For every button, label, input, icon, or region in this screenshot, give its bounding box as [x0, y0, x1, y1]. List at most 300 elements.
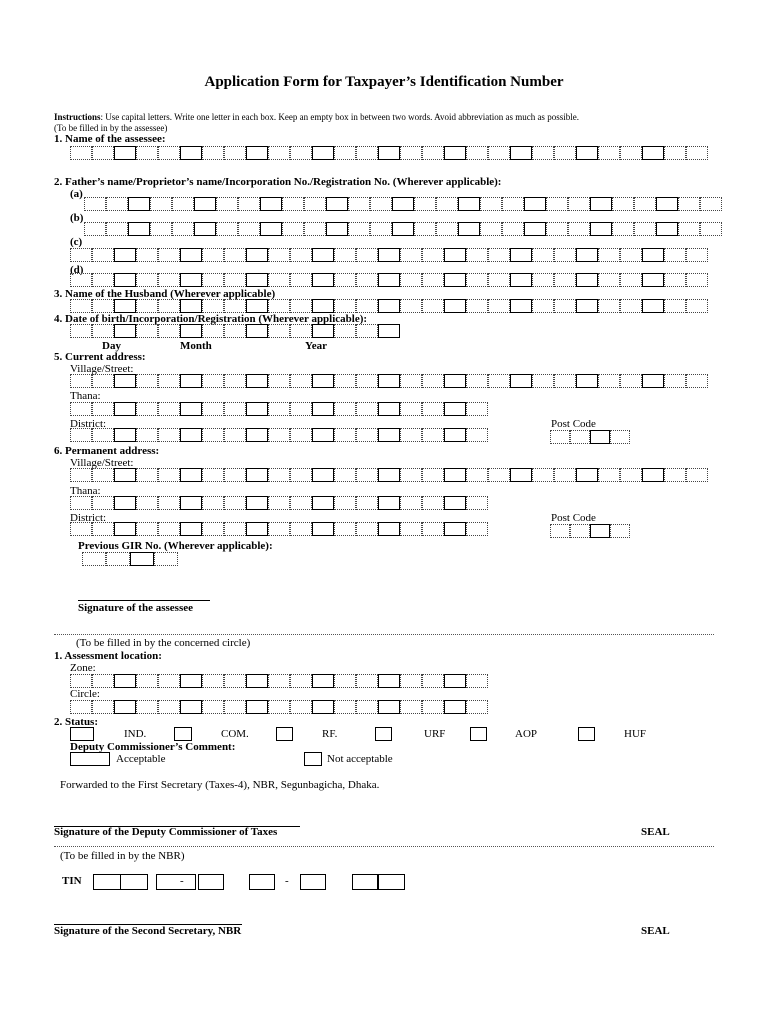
letter-box[interactable]	[466, 522, 488, 536]
letter-box[interactable]	[70, 248, 92, 262]
letter-box[interactable]	[414, 197, 436, 211]
letter-box[interactable]	[290, 402, 312, 416]
q2a-boxes[interactable]	[84, 197, 722, 211]
letter-box[interactable]	[598, 146, 620, 160]
letter-box[interactable]	[282, 222, 304, 236]
letter-box[interactable]	[246, 468, 268, 482]
letter-box[interactable]	[576, 299, 598, 313]
q2d-boxes[interactable]	[70, 273, 708, 287]
husband-boxes[interactable]	[70, 299, 708, 313]
letter-box[interactable]	[114, 674, 136, 688]
letter-box[interactable]	[128, 222, 150, 236]
letter-box[interactable]	[686, 146, 708, 160]
letter-box[interactable]	[656, 222, 678, 236]
status-rf-checkbox[interactable]	[276, 727, 293, 741]
letter-box[interactable]	[466, 428, 488, 442]
letter-box[interactable]	[92, 146, 114, 160]
letter-box[interactable]	[334, 374, 356, 388]
letter-box[interactable]	[290, 468, 312, 482]
letter-box[interactable]	[180, 273, 202, 287]
letter-box[interactable]	[554, 299, 576, 313]
letter-box[interactable]	[282, 197, 304, 211]
letter-box[interactable]	[130, 552, 154, 566]
letter-box[interactable]	[664, 146, 686, 160]
letter-box[interactable]	[158, 522, 180, 536]
letter-box[interactable]	[598, 374, 620, 388]
letter-box[interactable]	[378, 522, 400, 536]
letter-box[interactable]	[246, 674, 268, 688]
letter-box[interactable]	[246, 299, 268, 313]
letter-box[interactable]	[642, 299, 664, 313]
tin-box-1b[interactable]	[120, 874, 148, 890]
letter-box[interactable]	[290, 674, 312, 688]
letter-box[interactable]	[246, 496, 268, 510]
letter-box[interactable]	[334, 428, 356, 442]
letter-box[interactable]	[524, 197, 546, 211]
letter-box[interactable]	[444, 496, 466, 510]
letter-box[interactable]	[158, 324, 180, 338]
letter-box[interactable]	[378, 468, 400, 482]
letter-box[interactable]	[70, 402, 92, 416]
letter-box[interactable]	[312, 374, 334, 388]
letter-box[interactable]	[400, 273, 422, 287]
postcode2-boxes[interactable]	[550, 524, 630, 538]
letter-box[interactable]	[92, 522, 114, 536]
letter-box[interactable]	[488, 468, 510, 482]
letter-box[interactable]	[312, 428, 334, 442]
letter-box[interactable]	[260, 222, 282, 236]
letter-box[interactable]	[610, 524, 630, 538]
letter-box[interactable]	[334, 674, 356, 688]
letter-box[interactable]	[202, 468, 224, 482]
letter-box[interactable]	[92, 402, 114, 416]
letter-box[interactable]	[554, 248, 576, 262]
letter-box[interactable]	[92, 468, 114, 482]
letter-box[interactable]	[268, 700, 290, 714]
letter-box[interactable]	[290, 522, 312, 536]
letter-box[interactable]	[422, 522, 444, 536]
letter-box[interactable]	[678, 197, 700, 211]
letter-box[interactable]	[334, 522, 356, 536]
letter-box[interactable]	[158, 273, 180, 287]
letter-box[interactable]	[180, 522, 202, 536]
letter-box[interactable]	[378, 674, 400, 688]
letter-box[interactable]	[334, 700, 356, 714]
letter-box[interactable]	[114, 700, 136, 714]
letter-box[interactable]	[590, 430, 610, 444]
letter-box[interactable]	[422, 273, 444, 287]
letter-box[interactable]	[348, 197, 370, 211]
letter-box[interactable]	[400, 700, 422, 714]
letter-box[interactable]	[466, 468, 488, 482]
letter-box[interactable]	[510, 248, 532, 262]
letter-box[interactable]	[158, 468, 180, 482]
letter-box[interactable]	[304, 197, 326, 211]
letter-box[interactable]	[620, 273, 642, 287]
letter-box[interactable]	[422, 146, 444, 160]
letter-box[interactable]	[202, 402, 224, 416]
letter-box[interactable]	[610, 430, 630, 444]
letter-box[interactable]	[466, 700, 488, 714]
letter-box[interactable]	[180, 700, 202, 714]
letter-box[interactable]	[70, 674, 92, 688]
letter-box[interactable]	[238, 222, 260, 236]
letter-box[interactable]	[136, 273, 158, 287]
letter-box[interactable]	[444, 248, 466, 262]
letter-box[interactable]	[136, 374, 158, 388]
letter-box[interactable]	[444, 674, 466, 688]
letter-box[interactable]	[554, 468, 576, 482]
letter-box[interactable]	[268, 146, 290, 160]
letter-box[interactable]	[312, 402, 334, 416]
letter-box[interactable]	[356, 496, 378, 510]
letter-box[interactable]	[378, 273, 400, 287]
letter-box[interactable]	[510, 468, 532, 482]
letter-box[interactable]	[202, 374, 224, 388]
district-boxes[interactable]	[70, 428, 488, 442]
acceptable-checkbox[interactable]	[70, 752, 110, 766]
letter-box[interactable]	[136, 402, 158, 416]
letter-box[interactable]	[246, 374, 268, 388]
letter-box[interactable]	[114, 428, 136, 442]
letter-box[interactable]	[268, 674, 290, 688]
tin-box-3[interactable]	[198, 874, 224, 890]
letter-box[interactable]	[532, 248, 554, 262]
letter-box[interactable]	[172, 222, 194, 236]
letter-box[interactable]	[268, 273, 290, 287]
letter-box[interactable]	[180, 146, 202, 160]
letter-box[interactable]	[488, 248, 510, 262]
letter-box[interactable]	[664, 374, 686, 388]
letter-box[interactable]	[466, 402, 488, 416]
letter-box[interactable]	[136, 468, 158, 482]
letter-box[interactable]	[180, 428, 202, 442]
letter-box[interactable]	[290, 496, 312, 510]
letter-box[interactable]	[466, 146, 488, 160]
letter-box[interactable]	[422, 299, 444, 313]
letter-box[interactable]	[334, 146, 356, 160]
letter-box[interactable]	[158, 402, 180, 416]
letter-box[interactable]	[532, 273, 554, 287]
letter-box[interactable]	[634, 222, 656, 236]
letter-box[interactable]	[70, 324, 92, 338]
letter-box[interactable]	[378, 428, 400, 442]
status-huf-checkbox[interactable]	[578, 727, 595, 741]
letter-box[interactable]	[444, 468, 466, 482]
district2-boxes[interactable]	[70, 522, 488, 536]
letter-box[interactable]	[444, 522, 466, 536]
letter-box[interactable]	[154, 552, 178, 566]
letter-box[interactable]	[356, 428, 378, 442]
letter-box[interactable]	[84, 197, 106, 211]
letter-box[interactable]	[488, 146, 510, 160]
letter-box[interactable]	[136, 700, 158, 714]
letter-box[interactable]	[106, 552, 130, 566]
letter-box[interactable]	[378, 248, 400, 262]
letter-box[interactable]	[546, 197, 568, 211]
letter-box[interactable]	[158, 146, 180, 160]
letter-box[interactable]	[150, 222, 172, 236]
letter-box[interactable]	[422, 374, 444, 388]
letter-box[interactable]	[378, 374, 400, 388]
letter-box[interactable]	[84, 222, 106, 236]
letter-box[interactable]	[686, 374, 708, 388]
letter-box[interactable]	[312, 700, 334, 714]
tin-box-5[interactable]	[300, 874, 326, 890]
letter-box[interactable]	[246, 273, 268, 287]
letter-box[interactable]	[224, 324, 246, 338]
letter-box[interactable]	[532, 374, 554, 388]
letter-box[interactable]	[356, 146, 378, 160]
letter-box[interactable]	[194, 222, 216, 236]
letter-box[interactable]	[466, 299, 488, 313]
letter-box[interactable]	[422, 428, 444, 442]
letter-box[interactable]	[590, 197, 612, 211]
letter-box[interactable]	[82, 552, 106, 566]
letter-box[interactable]	[414, 222, 436, 236]
letter-box[interactable]	[400, 674, 422, 688]
letter-box[interactable]	[642, 374, 664, 388]
letter-box[interactable]	[260, 197, 282, 211]
letter-box[interactable]	[392, 197, 414, 211]
letter-box[interactable]	[246, 428, 268, 442]
letter-box[interactable]	[466, 674, 488, 688]
letter-box[interactable]	[70, 522, 92, 536]
letter-box[interactable]	[290, 248, 312, 262]
letter-box[interactable]	[378, 496, 400, 510]
letter-box[interactable]	[532, 146, 554, 160]
letter-box[interactable]	[224, 299, 246, 313]
letter-box[interactable]	[202, 146, 224, 160]
letter-box[interactable]	[114, 324, 136, 338]
letter-box[interactable]	[532, 468, 554, 482]
letter-box[interactable]	[128, 197, 150, 211]
letter-box[interactable]	[466, 496, 488, 510]
zone-boxes[interactable]	[70, 674, 488, 688]
letter-box[interactable]	[554, 273, 576, 287]
letter-box[interactable]	[268, 374, 290, 388]
letter-box[interactable]	[268, 248, 290, 262]
letter-box[interactable]	[136, 299, 158, 313]
letter-box[interactable]	[590, 222, 612, 236]
letter-box[interactable]	[356, 248, 378, 262]
letter-box[interactable]	[312, 522, 334, 536]
status-urf-checkbox[interactable]	[375, 727, 392, 741]
q2c-boxes[interactable]	[70, 248, 708, 262]
letter-box[interactable]	[158, 496, 180, 510]
letter-box[interactable]	[356, 299, 378, 313]
letter-box[interactable]	[334, 299, 356, 313]
letter-box[interactable]	[172, 197, 194, 211]
letter-box[interactable]	[136, 146, 158, 160]
letter-box[interactable]	[378, 402, 400, 416]
letter-box[interactable]	[686, 273, 708, 287]
letter-box[interactable]	[150, 197, 172, 211]
letter-box[interactable]	[422, 674, 444, 688]
village2-boxes[interactable]	[70, 468, 708, 482]
letter-box[interactable]	[568, 222, 590, 236]
letter-box[interactable]	[92, 496, 114, 510]
letter-box[interactable]	[576, 273, 598, 287]
letter-box[interactable]	[114, 402, 136, 416]
letter-box[interactable]	[612, 197, 634, 211]
letter-box[interactable]	[400, 146, 422, 160]
letter-box[interactable]	[202, 299, 224, 313]
letter-box[interactable]	[422, 700, 444, 714]
letter-box[interactable]	[326, 222, 348, 236]
letter-box[interactable]	[180, 248, 202, 262]
letter-box[interactable]	[180, 674, 202, 688]
letter-box[interactable]	[202, 674, 224, 688]
letter-box[interactable]	[180, 468, 202, 482]
letter-box[interactable]	[312, 674, 334, 688]
letter-box[interactable]	[576, 146, 598, 160]
letter-box[interactable]	[510, 299, 532, 313]
letter-box[interactable]	[136, 496, 158, 510]
letter-box[interactable]	[158, 674, 180, 688]
letter-box[interactable]	[312, 248, 334, 262]
letter-box[interactable]	[554, 146, 576, 160]
letter-box[interactable]	[106, 222, 128, 236]
letter-box[interactable]	[92, 700, 114, 714]
letter-box[interactable]	[510, 146, 532, 160]
letter-box[interactable]	[686, 248, 708, 262]
letter-box[interactable]	[642, 248, 664, 262]
letter-box[interactable]	[700, 197, 722, 211]
letter-box[interactable]	[92, 324, 114, 338]
letter-box[interactable]	[290, 324, 312, 338]
letter-box[interactable]	[678, 222, 700, 236]
letter-box[interactable]	[598, 248, 620, 262]
letter-box[interactable]	[444, 428, 466, 442]
letter-box[interactable]	[620, 374, 642, 388]
letter-box[interactable]	[290, 146, 312, 160]
q2b-boxes[interactable]	[84, 222, 722, 236]
letter-box[interactable]	[576, 468, 598, 482]
letter-box[interactable]	[290, 273, 312, 287]
letter-box[interactable]	[422, 468, 444, 482]
tin-box-7[interactable]	[378, 874, 405, 890]
letter-box[interactable]	[664, 273, 686, 287]
letter-box[interactable]	[620, 299, 642, 313]
letter-box[interactable]	[502, 222, 524, 236]
letter-box[interactable]	[550, 524, 570, 538]
letter-box[interactable]	[224, 146, 246, 160]
letter-box[interactable]	[224, 402, 246, 416]
letter-box[interactable]	[444, 273, 466, 287]
letter-box[interactable]	[312, 299, 334, 313]
letter-box[interactable]	[202, 273, 224, 287]
letter-box[interactable]	[576, 374, 598, 388]
letter-box[interactable]	[356, 468, 378, 482]
letter-box[interactable]	[348, 222, 370, 236]
letter-box[interactable]	[400, 299, 422, 313]
letter-box[interactable]	[378, 324, 400, 338]
letter-box[interactable]	[290, 700, 312, 714]
letter-box[interactable]	[92, 374, 114, 388]
letter-box[interactable]	[664, 468, 686, 482]
letter-box[interactable]	[620, 468, 642, 482]
letter-box[interactable]	[312, 273, 334, 287]
letter-box[interactable]	[246, 522, 268, 536]
letter-box[interactable]	[202, 428, 224, 442]
letter-box[interactable]	[370, 197, 392, 211]
letter-box[interactable]	[510, 273, 532, 287]
letter-box[interactable]	[378, 700, 400, 714]
letter-box[interactable]	[546, 222, 568, 236]
letter-box[interactable]	[422, 402, 444, 416]
letter-box[interactable]	[444, 374, 466, 388]
letter-box[interactable]	[70, 428, 92, 442]
letter-box[interactable]	[92, 299, 114, 313]
letter-box[interactable]	[576, 248, 598, 262]
status-com-checkbox[interactable]	[174, 727, 192, 741]
letter-box[interactable]	[488, 374, 510, 388]
letter-box[interactable]	[400, 496, 422, 510]
letter-box[interactable]	[158, 299, 180, 313]
letter-box[interactable]	[136, 428, 158, 442]
letter-box[interactable]	[180, 299, 202, 313]
letter-box[interactable]	[114, 299, 136, 313]
letter-box[interactable]	[686, 468, 708, 482]
letter-box[interactable]	[224, 428, 246, 442]
letter-box[interactable]	[180, 374, 202, 388]
letter-box[interactable]	[114, 468, 136, 482]
letter-box[interactable]	[224, 273, 246, 287]
letter-box[interactable]	[510, 374, 532, 388]
letter-box[interactable]	[620, 146, 642, 160]
letter-box[interactable]	[458, 197, 480, 211]
letter-box[interactable]	[334, 273, 356, 287]
status-aop-checkbox[interactable]	[470, 727, 487, 741]
letter-box[interactable]	[246, 248, 268, 262]
letter-box[interactable]	[136, 324, 158, 338]
letter-box[interactable]	[202, 248, 224, 262]
letter-box[interactable]	[378, 146, 400, 160]
letter-box[interactable]	[480, 197, 502, 211]
tin-box-2[interactable]	[156, 874, 196, 890]
letter-box[interactable]	[158, 700, 180, 714]
letter-box[interactable]	[180, 402, 202, 416]
letter-box[interactable]	[216, 197, 238, 211]
thana2-boxes[interactable]	[70, 496, 488, 510]
letter-box[interactable]	[304, 222, 326, 236]
letter-box[interactable]	[158, 374, 180, 388]
not-acceptable-checkbox[interactable]	[304, 752, 322, 766]
letter-box[interactable]	[422, 248, 444, 262]
letter-box[interactable]	[70, 700, 92, 714]
letter-box[interactable]	[392, 222, 414, 236]
letter-box[interactable]	[458, 222, 480, 236]
letter-box[interactable]	[224, 496, 246, 510]
letter-box[interactable]	[106, 197, 128, 211]
letter-box[interactable]	[356, 522, 378, 536]
letter-box[interactable]	[114, 273, 136, 287]
letter-box[interactable]	[246, 700, 268, 714]
letter-box[interactable]	[158, 428, 180, 442]
name-boxes[interactable]	[70, 146, 708, 160]
letter-box[interactable]	[532, 299, 554, 313]
letter-box[interactable]	[224, 468, 246, 482]
letter-box[interactable]	[524, 222, 546, 236]
letter-box[interactable]	[612, 222, 634, 236]
letter-box[interactable]	[114, 374, 136, 388]
letter-box[interactable]	[466, 273, 488, 287]
letter-box[interactable]	[356, 674, 378, 688]
letter-box[interactable]	[268, 468, 290, 482]
letter-box[interactable]	[224, 374, 246, 388]
letter-box[interactable]	[400, 522, 422, 536]
